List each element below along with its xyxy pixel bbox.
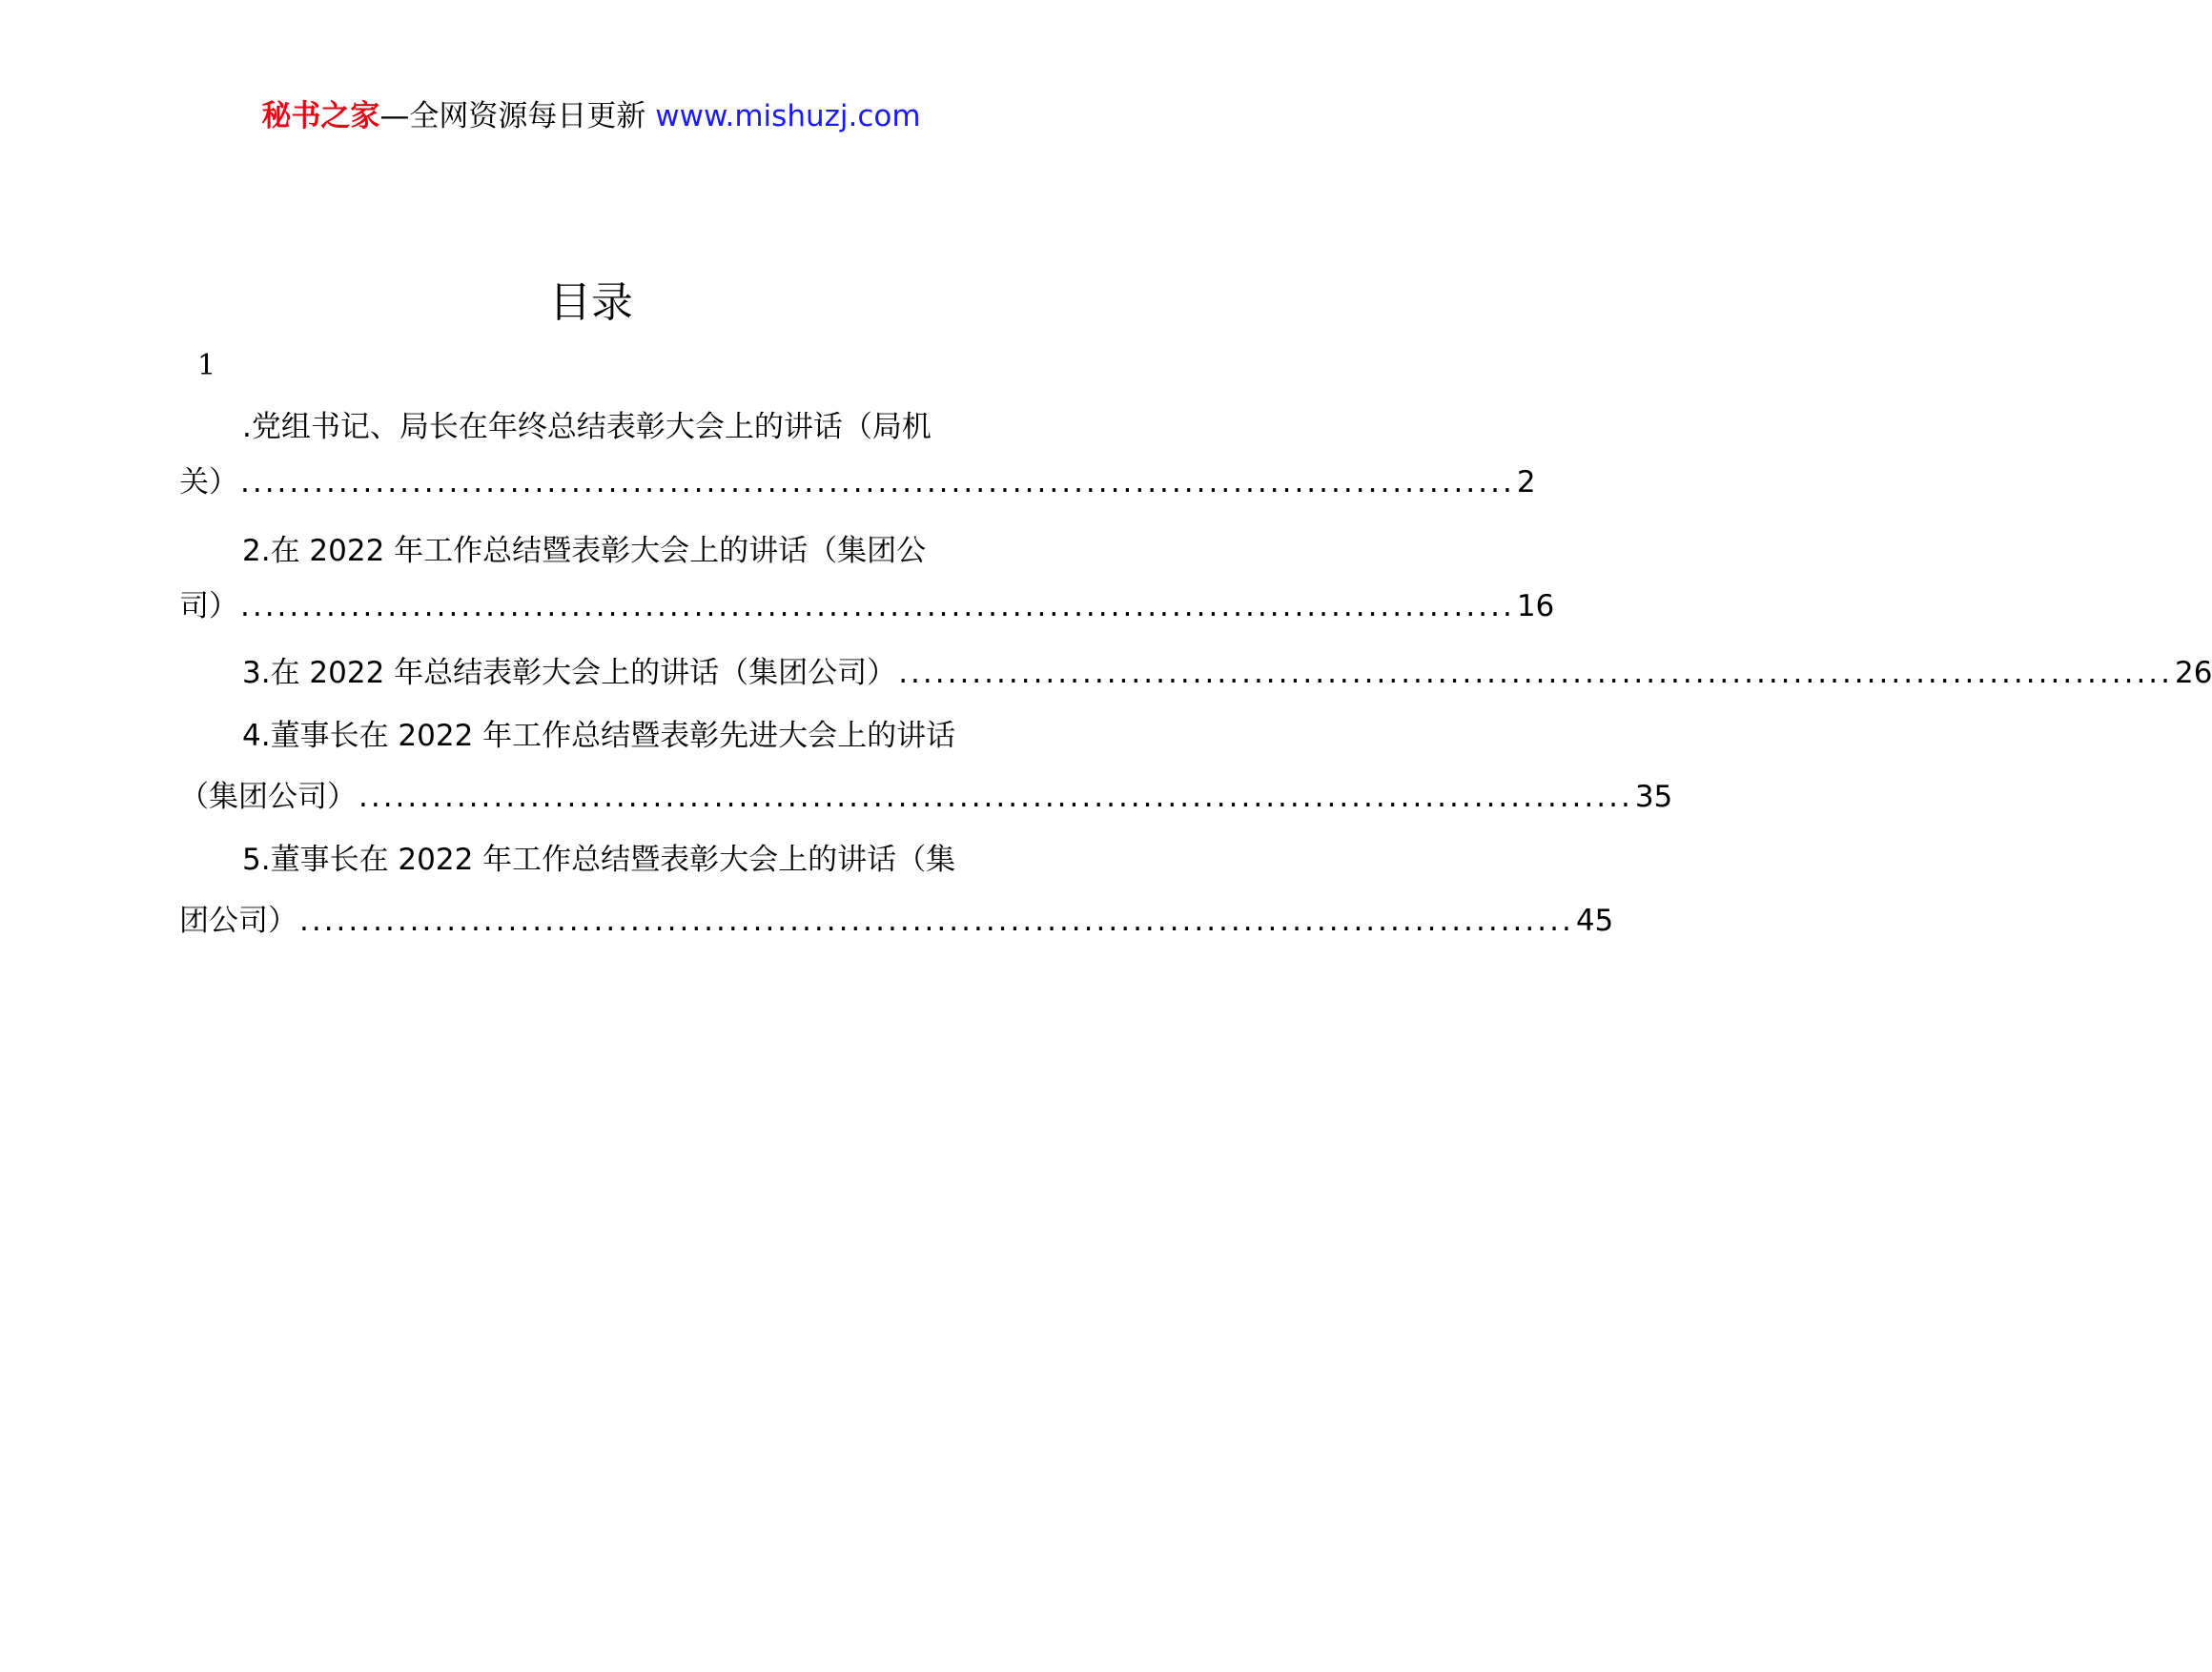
toc-item-2-line-2[interactable]: [179, 581, 1555, 631]
toc-item-1-text-cont: 关）: [179, 465, 238, 500]
toc-item-1-line-1[interactable]: [242, 402, 1001, 452]
list-number-marker: 1: [197, 349, 216, 382]
toc-leader-dots: ........................................................................................................: [240, 589, 1515, 623]
toc-item-5-text: 5.董事长在 2022 年工作总结暨表彰大会上的讲话（集: [242, 843, 956, 877]
toc-leader-dots: ........................................................................................................: [898, 656, 2174, 690]
toc-title: 目录: [549, 278, 633, 327]
toc-item-5-line-2[interactable]: [179, 896, 1614, 946]
toc-item-2-line-1[interactable]: [242, 526, 1001, 576]
site-header: [0, 95, 1182, 137]
toc-item-3-text: 3.在 2022 年总结表彰大会上的讲话（集团公司）: [242, 656, 897, 690]
toc-leader-dots: ........................................................................................................: [299, 904, 1574, 938]
toc-item-5-page: 45: [1575, 904, 1614, 938]
toc-item-5-text-cont: 团公司）: [179, 904, 297, 938]
toc-item-3-page: 26: [2175, 656, 2212, 690]
site-brand: 秘书之家: [261, 99, 380, 133]
toc-item-5-line-1[interactable]: [242, 835, 1001, 885]
toc-item-4-line-1[interactable]: [242, 711, 1001, 761]
toc-item-2-text-cont: 司）: [179, 589, 238, 623]
toc-item-3-line-1[interactable]: [242, 648, 2212, 698]
site-slogan: —全网资源每日更新: [379, 99, 646, 133]
toc-item-4-text-cont: （集团公司）: [179, 780, 357, 814]
toc-item-4-page: 35: [1634, 780, 1673, 814]
site-url-link[interactable]: www.mishuzj.com: [655, 99, 921, 133]
toc-item-4-line-2[interactable]: [179, 772, 1673, 822]
toc-item-2-page: 16: [1516, 589, 1555, 623]
toc-item-1-text: .党组书记、局长在年终总结表彰大会上的讲话（局机: [242, 410, 932, 444]
toc-item-2-text: 2.在 2022 年工作总结暨表彰大会上的讲话（集团公: [242, 534, 927, 568]
toc-leader-dots: ........................................................................................................: [240, 465, 1515, 500]
toc-item-1-page: 2: [1516, 465, 1536, 500]
toc-leader-dots: ........................................................................................................: [358, 780, 1633, 814]
toc-item-1-line-2[interactable]: [179, 458, 1536, 507]
toc-item-4-text: 4.董事长在 2022 年工作总结暨表彰先进大会上的讲话: [242, 719, 956, 753]
